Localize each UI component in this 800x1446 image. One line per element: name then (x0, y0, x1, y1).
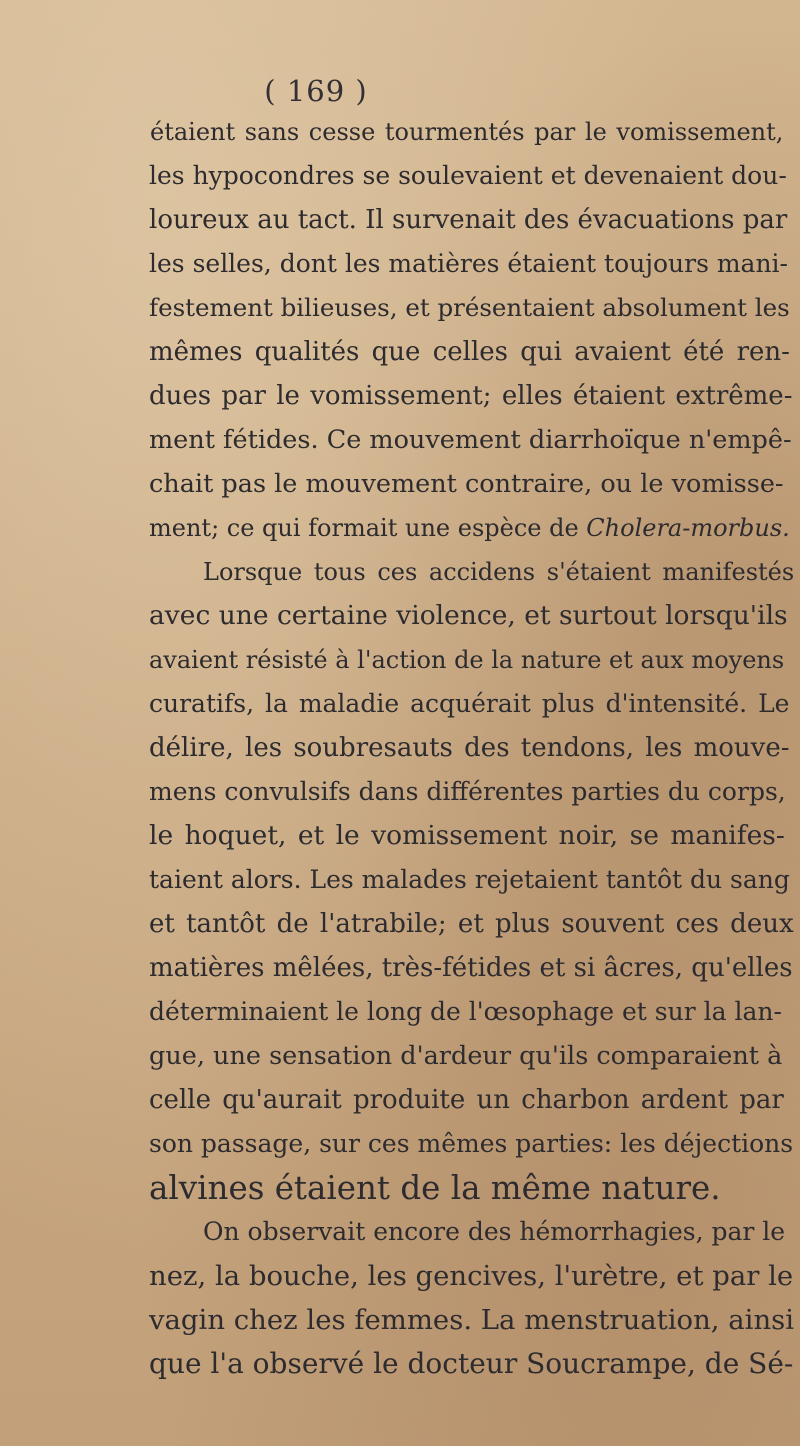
text-line: les selles, dont les matières étaient toujours mani- (149, 249, 789, 278)
text-line: curatifs, la maladie acquérait plus d'intensité. Le (149, 689, 790, 718)
text-line: le hoquet, et le vomissement noir, se manifes- (149, 820, 785, 851)
text-line: son passage, sur ces mêmes parties: les déjections (149, 1129, 794, 1158)
text-line: loureux au tact. Il survenait des évacuations par (149, 205, 788, 235)
italic-term: Cholera-morbus. (586, 514, 790, 542)
text-line: déterminaient le long de l'œsophage et sur la lan- (149, 997, 782, 1026)
text-line: que l'a observé le docteur Soucrampe, de Sé- (149, 1347, 794, 1380)
text-line: les hypocondres se soulevaient et devenaient dou- (149, 161, 787, 190)
text-line: Lorsque tous ces accidens s'étaient manifestés (203, 558, 795, 586)
text-line: On observait encore des hémorrhagies, par le (203, 1217, 786, 1246)
text-line: chait pas le mouvement contraire, ou le vomisse- (149, 469, 784, 499)
text-line: mens convulsifs dans différentes parties du corps, (149, 777, 786, 806)
text-line: festement bilieuses, et présentaient absolument les (149, 293, 790, 322)
text-line: dues par le vomissement; elles étaient extrême- (149, 381, 793, 411)
text-line: gue, une sensation d'ardeur qu'ils comparaient à (149, 1041, 783, 1071)
text-line: matières mêlées, très-fétides et si âcres, qu'elles (149, 953, 793, 983)
text-line: étaient sans cesse tourmentés par le vomissement, (150, 118, 784, 146)
text-line: délire, les soubresauts des tendons, les mouve- (149, 733, 790, 763)
text-line: et tantôt de l'atrabile; et plus souvent ces deux (149, 909, 794, 939)
text-line: nez, la bouche, les gencives, l'urètre, et par le (149, 1260, 794, 1292)
text-line: taient alors. Les malades rejetaient tantôt du sang (149, 865, 790, 894)
page-number: ( 169 ) (264, 74, 368, 108)
text-line: avec une certaine violence, et surtout lorsqu'ils (149, 600, 788, 631)
text-line: mêmes qualités que celles qui avaient été ren- (149, 337, 790, 367)
text-line-start: ment; ce qui formait une espèce de (149, 514, 587, 542)
text-line: avaient résisté à l'action de la nature et aux moyens (149, 646, 785, 674)
text-line: celle qu'aurait produite un charbon ardent par (149, 1085, 784, 1115)
text-line (149, 506, 790, 550)
text-line: vagin chez les femmes. La menstruation, ainsi (149, 1304, 795, 1336)
text-line: alvines étaient de la même nature. (149, 1169, 721, 1207)
text-line: ment fétides. Ce mouvement diarrhoïque n'empê- (149, 425, 792, 455)
